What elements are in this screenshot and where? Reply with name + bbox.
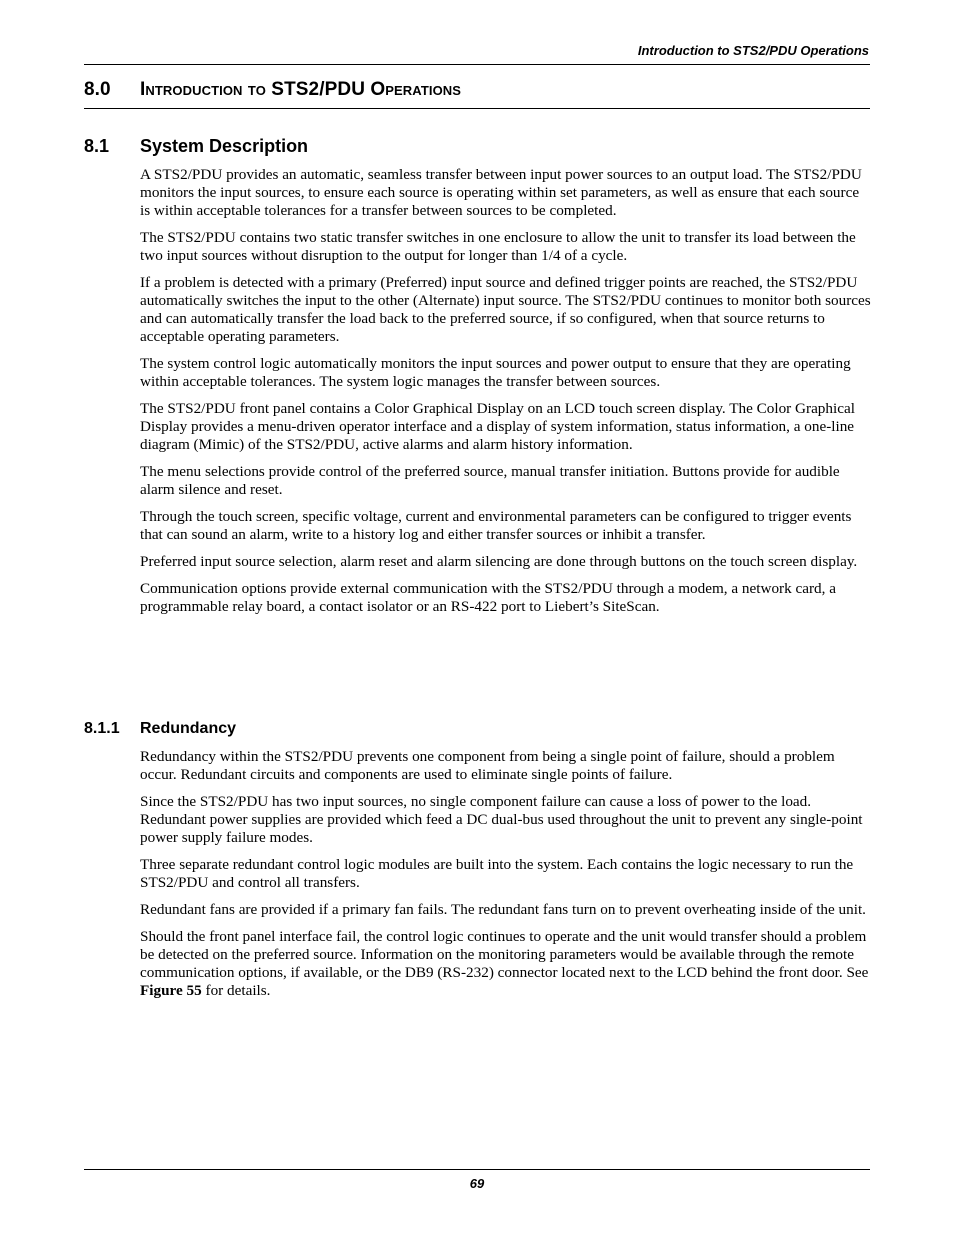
paragraph: Communication options provide external communication with the STS2/PDU through a modem, a network card, a programmable relay board, a contact isolator or an RS-422 port to Liebert’s SiteScan.	[140, 580, 836, 615]
paragraph: The STS2/PDU front panel contains a Color Graphical Display on an LCD touch screen display. The Color Graphical Display provides a menu-driven operator interface and a display of system information, status information, a one-line diagram (Mimic) of the STS2/PDU, active alarms and alarm history information.	[140, 400, 855, 453]
subsection-body	[140, 748, 871, 1009]
subsection-number: 8.1.1	[84, 720, 120, 737]
chapter-title: Introduction to STS2/PDU Operations	[140, 79, 462, 100]
figure-reference-link[interactable]: Figure 55	[140, 982, 202, 999]
section-body	[140, 166, 871, 625]
paragraph: The menu selections provide control of the preferred source, manual transfer initiation. Buttons provide for audible alarm silence and reset.	[140, 463, 840, 498]
section-title: System Description	[140, 136, 309, 156]
paragraph-text: for details.	[201, 982, 271, 999]
paragraph-with-figure-reference	[140, 928, 871, 1000]
page-number: 69	[469, 1176, 485, 1191]
paragraph-text: Should the front panel interface fail, the control logic continues to operate and the unit would transfer should a problem be detected on the preferred source. Information on the monitoring parameters would be available through the remote communication options, if available, or the DB9 (RS-232) connector located next to the LCD behind the front door. See	[140, 928, 869, 981]
running-header: Introduction to STS2/PDU Operations	[637, 43, 869, 58]
paragraph: Redundant fans are provided if a primary fan fails. The redundant fans turn on to prevent overheating inside of the unit.	[140, 901, 866, 918]
paragraph: Since the STS2/PDU has two input sources, no single component failure can cause a loss of power to the load. Redundant power supplies are provided which feed a DC dual-bus used throughout the unit to prevent any single-point power supply failure modes.	[140, 793, 863, 846]
chapter-heading	[84, 79, 870, 101]
paragraph: If a problem is detected with a primary (Preferred) input source and defined trigger points are reached, the STS2/PDU automatically switches the input to the other (Alternate) input source. The STS2/PDU continues to monitor both sources and can automatically transfer the load back to the preferred source, if so configured, when that source returns to acceptable operating parameters.	[140, 274, 871, 345]
paragraph: Three separate redundant control logic modules are built into the system. Each contains the logic necessary to run the STS2/PDU and control all transfers.	[140, 856, 854, 891]
subsection-title: Redundancy	[140, 720, 237, 737]
subsection-heading	[84, 720, 236, 738]
footer-rule	[84, 1169, 870, 1170]
paragraph: A STS2/PDU provides an automatic, seamless transfer between input power sources to an output load. The STS2/PDU monitors the input sources, to ensure each source is operating within set parameters, as well as ensure that each source is within acceptable tolerances for a transfer between sources to be completed.	[140, 166, 862, 219]
paragraph: Redundancy within the STS2/PDU prevents one component from being a single point of failure, should a problem occur. Redundant circuits and components are used to eliminate single points of failure.	[140, 748, 835, 783]
chapter-rule	[84, 108, 870, 109]
paragraph: Preferred input source selection, alarm reset and alarm silencing are done through buttons on the touch screen display.	[140, 553, 858, 570]
paragraph: The system control logic automatically monitors the input sources and power output to ensure that they are operating within acceptable tolerances. The system logic manages the transfer between sources.	[140, 355, 851, 390]
section-heading	[84, 136, 308, 157]
section-number: 8.1	[84, 136, 110, 156]
paragraph: Through the touch screen, specific voltage, current and environmental parameters can be configured to trigger events that can sound an alarm, write to a history log and either transfer sources or inhibit a transfer.	[140, 508, 852, 543]
header-rule	[84, 64, 870, 65]
paragraph: The STS2/PDU contains two static transfer switches in one enclosure to allow the unit to transfer its load between the two input sources without disruption to the output for longer than 1/4 of a cycle.	[140, 229, 856, 264]
chapter-number: 8.0	[84, 79, 111, 100]
